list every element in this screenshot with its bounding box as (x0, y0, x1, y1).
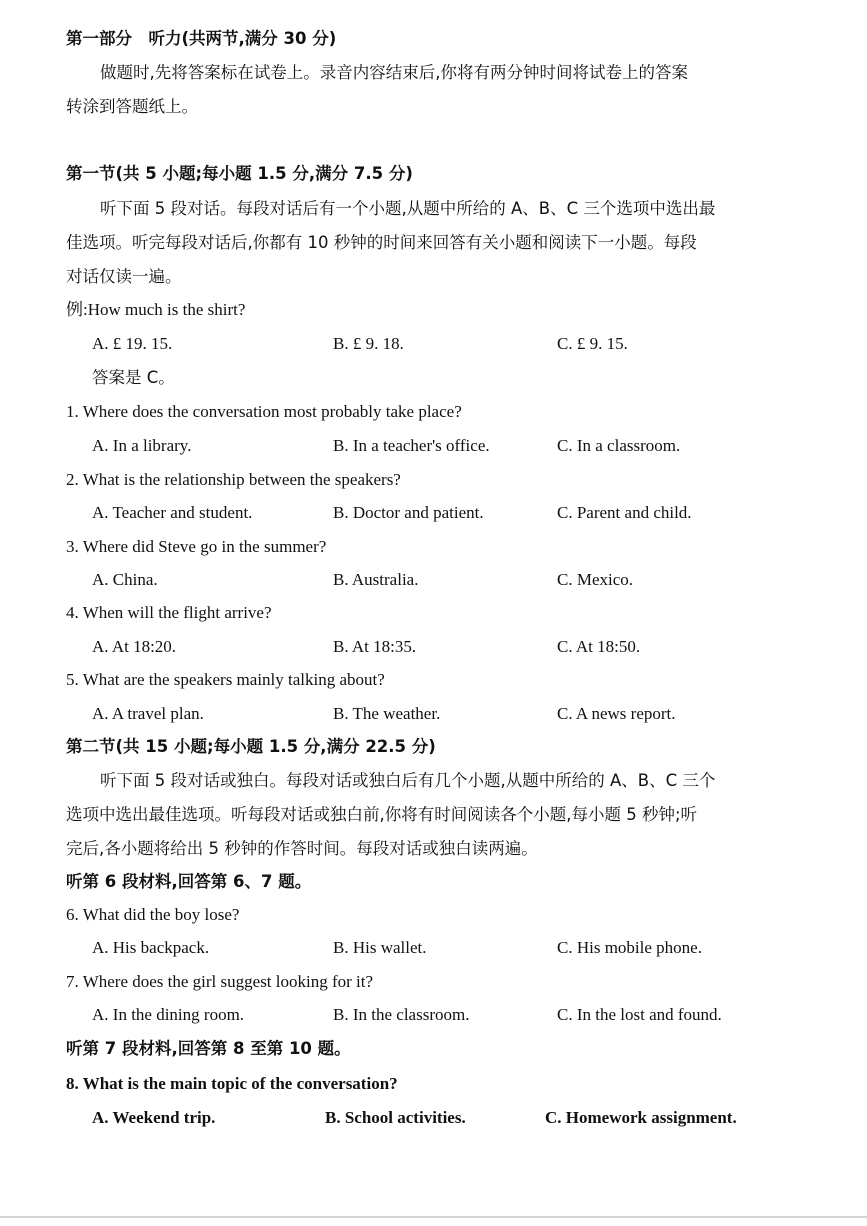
section1-instr-line1: 听下面 5 段对话。每段对话后有一个小题,从题中所给的 A、B、C 三个选项中选出最 (100, 199, 716, 218)
question-option-c: C. At 18:50. (557, 637, 641, 656)
example-stem: 例:How much is the shirt? (66, 300, 246, 319)
question-option-c: C. Parent and child. (557, 503, 692, 522)
question-option-a: A. In a library. (92, 436, 192, 455)
question-option-b: B. Australia. (333, 570, 419, 589)
question-stem: 8. What is the main topic of the conversation? (66, 1074, 398, 1093)
question-option-a: A. At 18:20. (92, 637, 177, 656)
example-option-b: B. £ 9. 18. (333, 334, 404, 353)
question-option-a: A. China. (92, 570, 158, 589)
part1-intro-line2: 转涂到答题纸上。 (66, 97, 198, 116)
question-stem: 6. What did the boy lose? (66, 905, 240, 924)
section1-title: 第一节(共 5 小题;每小题 1.5 分,满分 7.5 分) (66, 164, 413, 183)
example-option-a: A. £ 19. 15. (92, 334, 173, 353)
question-option-a: A. His backpack. (92, 938, 210, 957)
question-option-b: B. At 18:35. (333, 637, 417, 656)
part1-title: 第一部分 听力(共两节,满分 30 分) (66, 29, 337, 48)
question-option-a: A. A travel plan. (92, 704, 204, 723)
question-stem: 7. Where does the girl suggest looking for it? (66, 972, 374, 991)
question-option-c: C. Mexico. (557, 570, 634, 589)
question-option-b: B. In a teacher's office. (333, 436, 490, 455)
question-option-c: C. In a classroom. (557, 436, 681, 455)
material7-heading: 听第 7 段材料,回答第 8 至第 10 题。 (66, 1039, 351, 1058)
question-stem: 2. What is the relationship between the speakers? (66, 470, 401, 489)
example-option-c: C. £ 9. 15. (557, 334, 628, 353)
question-option-c: C. A news report. (557, 704, 676, 723)
page-bottom-edge (0, 1216, 867, 1218)
question-option-b: B. The weather. (333, 704, 441, 723)
question-option-a: A. Teacher and student. (92, 503, 253, 522)
section2-instr-line2: 选项中选出最佳选项。听每段对话或独白前,你将有时间阅读各个小题,每小题 5 秒钟;听 (66, 805, 698, 824)
question-stem: 4. When will the flight arrive? (66, 603, 272, 622)
section1-instr-line3: 对话仅读一遍。 (66, 267, 182, 286)
question-option-b: B. School activities. (325, 1108, 466, 1127)
section2-instr-line3: 完后,各小题将给出 5 秒钟的作答时间。每段对话或独白读两遍。 (66, 839, 538, 858)
question-option-c: C. His mobile phone. (557, 938, 702, 957)
question-option-b: B. His wallet. (333, 938, 427, 957)
section2-instr-line1: 听下面 5 段对话或独白。每段对话或独白后有几个小题,从题中所给的 A、B、C 三个 (100, 771, 716, 790)
question-stem: 3. Where did Steve go in the summer? (66, 537, 327, 556)
section2-title: 第二节(共 15 小题;每小题 1.5 分,满分 22.5 分) (66, 737, 436, 756)
question-option-b: B. In the classroom. (333, 1005, 470, 1024)
section1-instr-line2: 佳选项。听完每段对话后,你都有 10 秒钟的时间来回答有关小题和阅读下一小题。每段 (66, 233, 697, 252)
question-option-c: C. Homework assignment. (545, 1108, 737, 1127)
material6-heading: 听第 6 段材料,回答第 6、7 题。 (66, 872, 312, 891)
question-option-a: A. In the dining room. (92, 1005, 245, 1024)
question-option-b: B. Doctor and patient. (333, 503, 484, 522)
question-stem: 1. Where does the conversation most probably take place? (66, 402, 462, 421)
question-option-c: C. In the lost and found. (557, 1005, 722, 1024)
question-stem: 5. What are the speakers mainly talking about? (66, 670, 385, 689)
question-option-a: A. Weekend trip. (92, 1108, 216, 1127)
part1-intro-line1: 做题时,先将答案标在试卷上。录音内容结束后,你将有两分钟时间将试卷上的答案 (100, 63, 688, 82)
example-answer: 答案是 C。 (92, 368, 175, 387)
